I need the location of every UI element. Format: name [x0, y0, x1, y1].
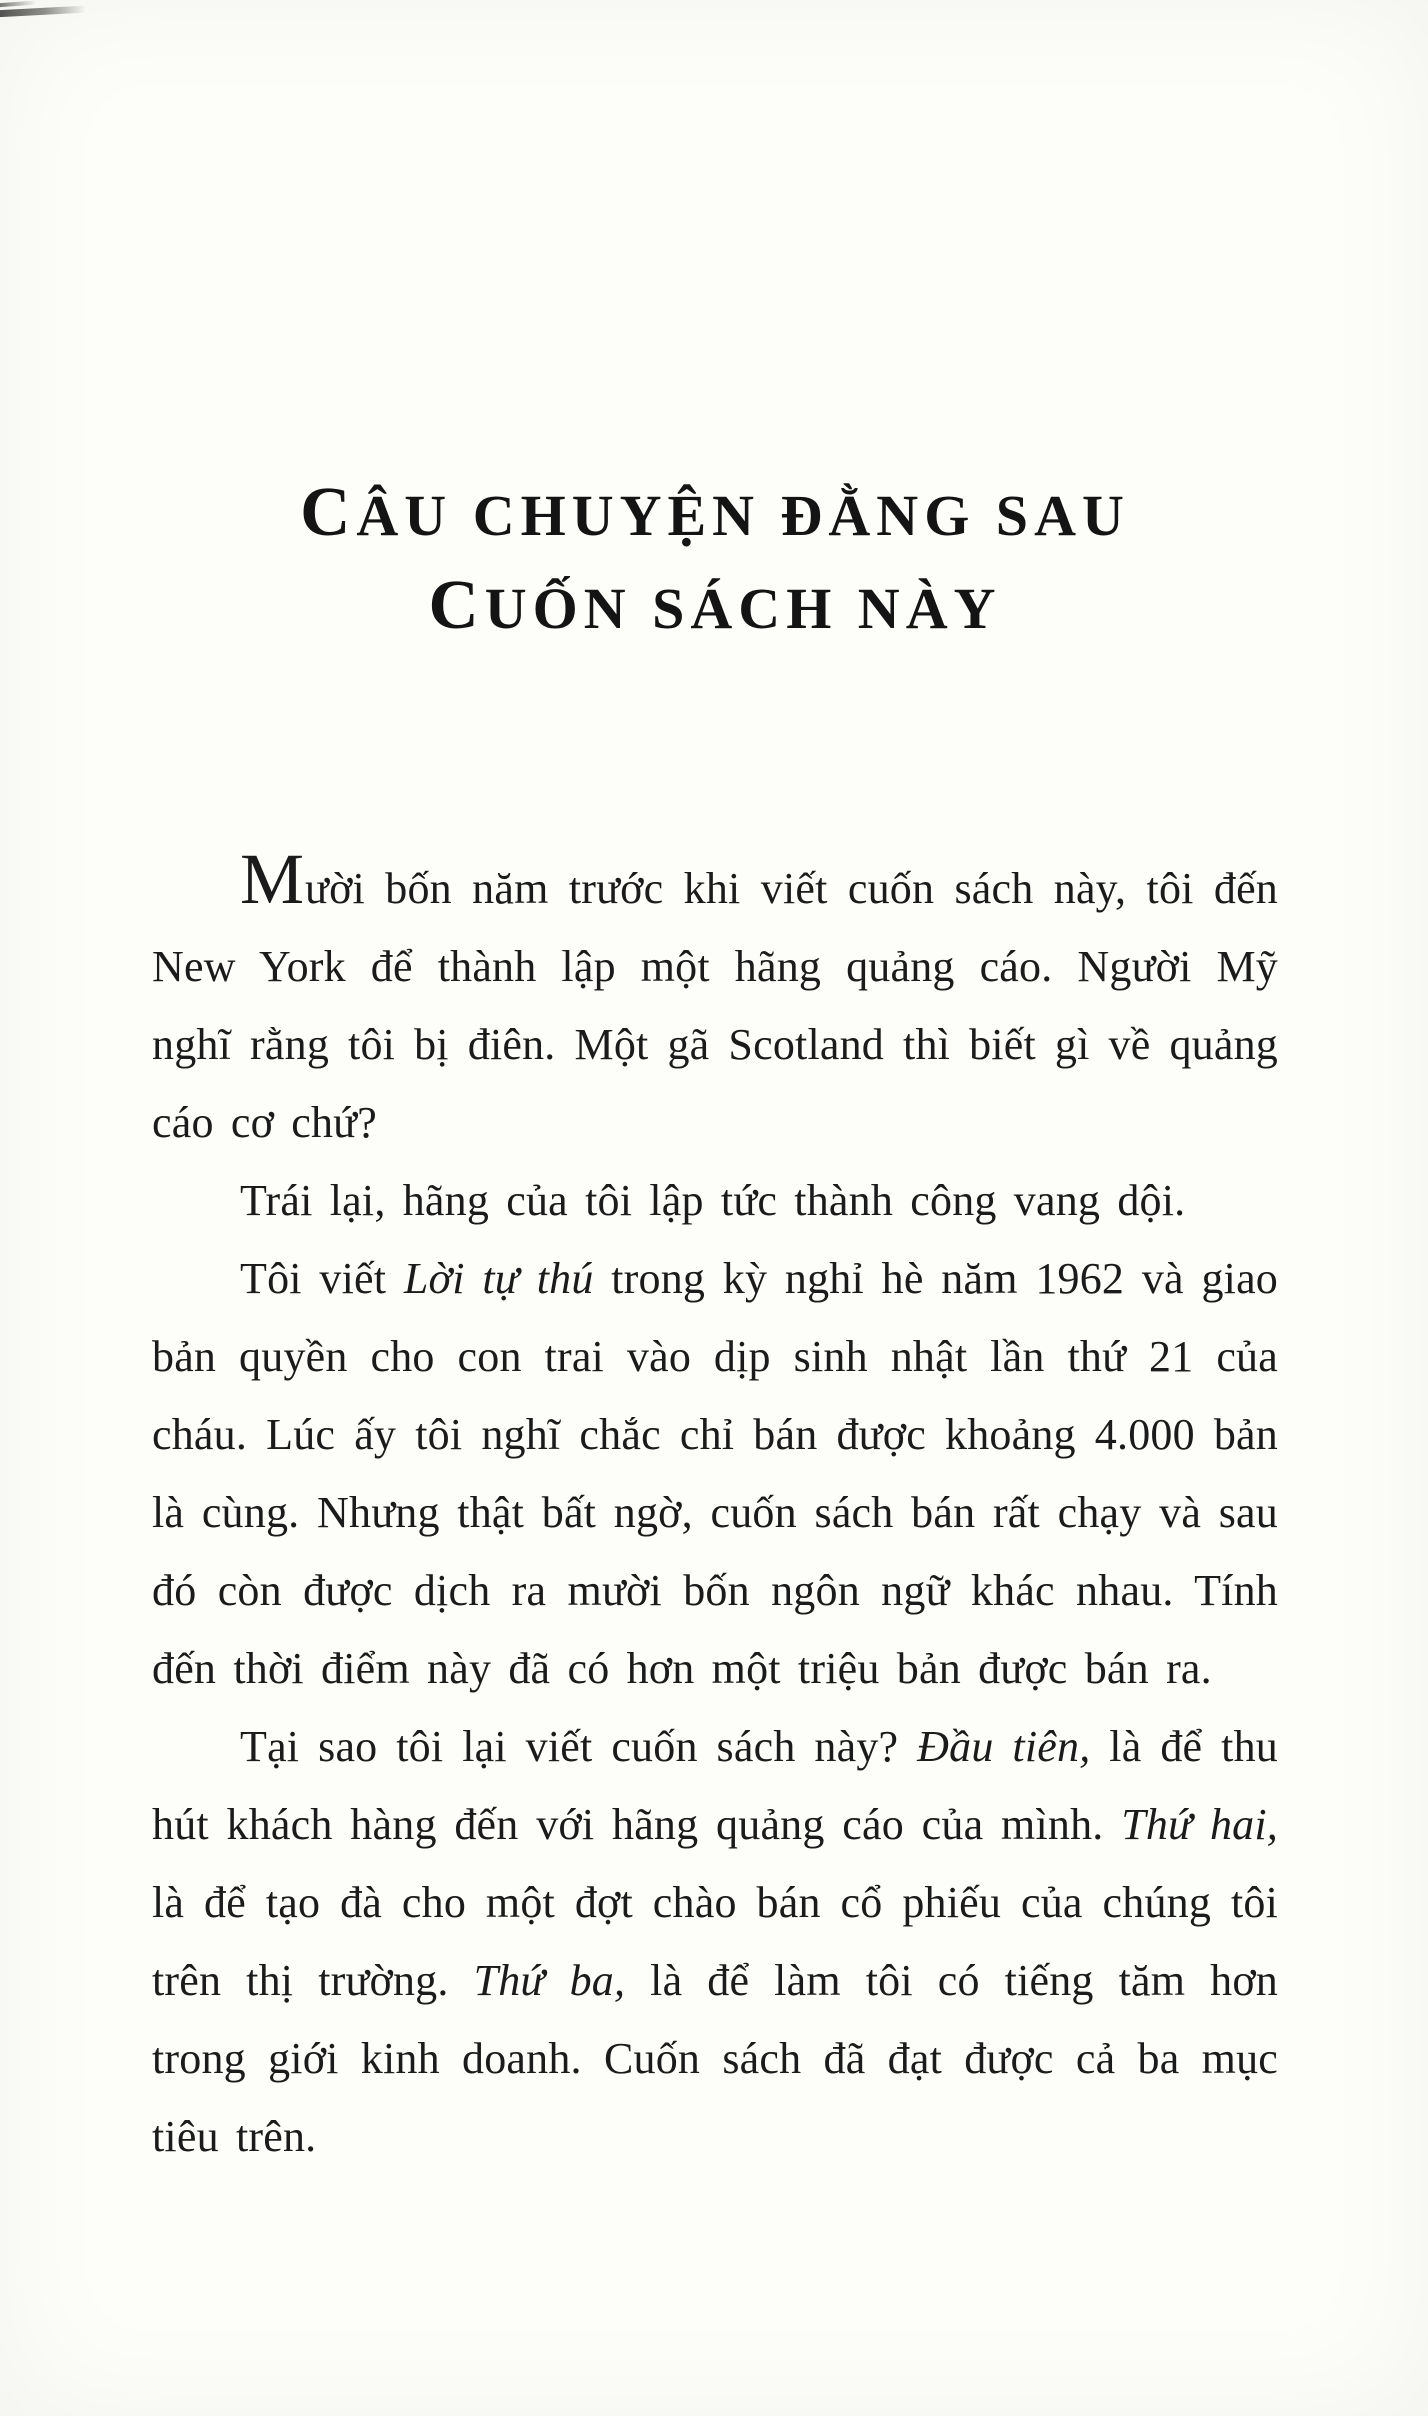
text-run: Tại sao tôi lại viết cuốn sách này? [240, 1722, 918, 1771]
text-run: ười bốn năm trước khi viết cuốn sách này, tôi đến New York để thành lập một hãng quảng cáo. Người Mỹ nghĩ rằng tôi bị điên. Một gã Scotland thì biết gì về quảng cáo cơ chứ? [152, 864, 1278, 1147]
italic-run-first: Đầu tiên, [917, 1722, 1091, 1771]
body-text [152, 839, 1279, 2176]
paragraph-3 [152, 1240, 1278, 1708]
page-content [152, 468, 1278, 2176]
italic-run-book-title: Lời tự thú [403, 1254, 594, 1303]
chapter-title-line2: CUỐN SÁCH NÀY [428, 567, 1002, 644]
paragraph-2 [152, 1162, 1278, 1240]
text-run: Trái lại, hãng của tôi lập tức thành công vang dội. [240, 1176, 1186, 1225]
chapter-title [152, 468, 1278, 654]
paragraph-4 [152, 1708, 1278, 2176]
italic-run-second: Thứ hai, [1121, 1800, 1278, 1849]
scan-artifact [0, 6, 86, 18]
paragraph-1 [152, 839, 1278, 1162]
text-run: trong kỳ nghỉ hè năm 1962 và giao bản quyền cho con trai vào dịp sinh nhật lần thứ 21 của cháu. Lúc ấy tôi nghĩ chắc chỉ bán được khoảng 4.000 bản là cùng. Nhưng thật bất ngờ, cuốn sách bán rất chạy và sau đó còn được dịch ra mười bốn ngôn ngữ khác nhau. Tính đến thời điểm này đã có hơn một triệu bản được bán ra. [152, 1254, 1279, 1693]
text-run: là để thu hút khách hàng đến với hãng quảng cáo của mình. [152, 1722, 1278, 1849]
scan-artifact [0, 1, 36, 8]
text-run: là để làm tôi có tiếng tăm hơn trong giới kinh doanh. Cuốn sách đã đạt được cả ba mục tiêu trên. [152, 1956, 1279, 2161]
italic-run-third: Thứ ba, [473, 1956, 626, 2005]
chapter-title-line1: CÂU CHUYỆN ĐẰNG SAU [300, 474, 1130, 551]
drop-cap: M [240, 839, 306, 919]
text-run: Tôi viết [240, 1254, 404, 1303]
text-run: là để tạo đà cho một đợt chào bán cổ phiếu của chúng tôi trên thị trường. [152, 1878, 1278, 2005]
